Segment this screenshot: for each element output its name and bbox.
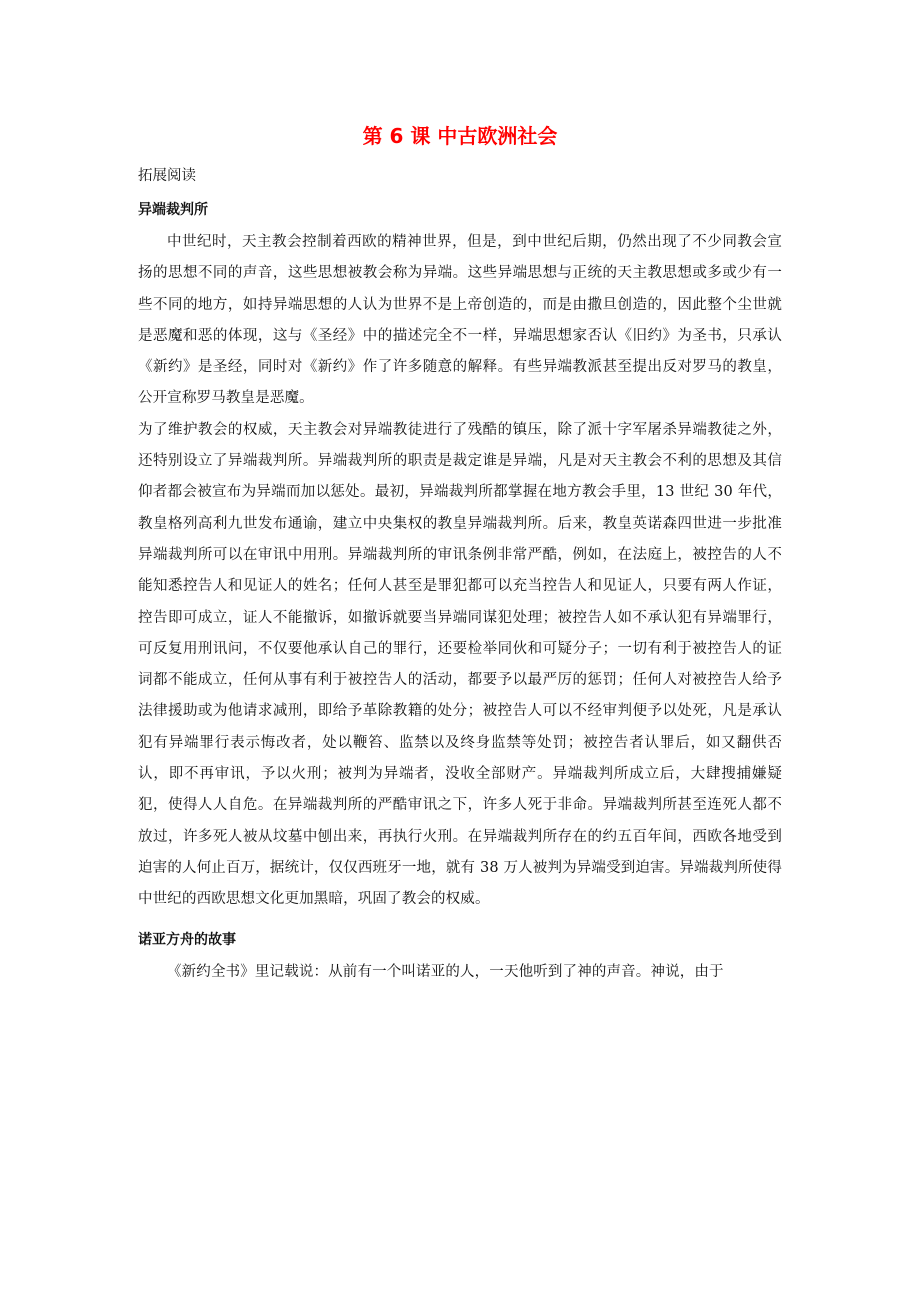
paragraph-heresy-intro: 中世纪时，天主教会控制着西欧的精神世界，但是，到中世纪后期，仍然出现了不少同教会宣扬的思想不同的声音，这些思想被教会称为异端。这些异端思想与正统的天主教思想或多或少有一些不同的地方，如持异端思想的人认为世界不是上帝创造的，而是由撒旦创造的，因此整个尘世就是恶魔和恶的体现，这与《圣经》中的描述完全不一样，异端思想家否认《旧约》为圣书，只承认《新约》是圣经，同时对《新约》作了许多随意的解释。有些异端教派甚至提出反对罗马的教皇，公开宣称罗马教皇是恶魔。: [138, 234, 782, 407]
section-heading-noahs-ark: 诺亚方舟的故事: [138, 931, 236, 948]
section-noahs-ark: [138, 930, 782, 988]
document-content: [138, 120, 782, 988]
document-subtitle: 拓展阅读: [138, 168, 196, 184]
paragraph-inquisition-details: 为了维护教会的权威，天主教会对异端教徒进行了残酷的镇压，除了派十字军屠杀异端教徒之外，还特别设立了异端裁判所。异端裁判所的职责是裁定谁是异端，凡是对天主教会不利的思想及其信仰者都会被宣布为异端而加以惩处。最初，异端裁判所都掌握在地方教会手里，13 世纪 30 年代，教皇格列高利九世发布通谕，建立中央集权的教皇异端裁判所。后来，教皇英诺森四世进一步批准异端裁判所可以在审讯中用刑。异端裁判所的审讯条例非常严酷，例如，在法庭上，被控告的人不能知悉控告人和见证人的姓名；任何人甚至是罪犯都可以充当控告人和见证人，只要有两人作证，控告即可成立，证人不能撤诉，如撤诉就要当异端同谋犯处理；被控告人如不承认犯有异端罪行，可反复用刑讯问，不仅要他承认自己的罪行，还要检举同伙和可疑分子；一切有利于被控告人的证词都不能成立，任何从事有利于被控告人的活动，都要予以最严厉的惩罚；任何人对被控告人给予法律援助或为他请求减刑，即给予革除教籍的处分；被控告人可以不经审判便予以处死，凡是承认犯有异端罪行表示悔改者，处以鞭笞、监禁以及终身监禁等处罚；被控告者认罪后，如又翻供否认，即不再审讯，予以火刑；被判为异端者，没收全部财产。异端裁判所成立后，大肆搜捕嫌疑犯，使得人人自危。在异端裁判所的严酷审讯之下，许多人死于非命。异端裁判所甚至连死人都不放过，许多死人被从坟墓中刨出来，再执行火刑。在异端裁判所存在的约五百年间，西欧各地受到迫害的人何止百万，据统计，仅仅西班牙一地，就有 38 万人被判为异端受到迫害。异端裁判所使得中世纪的西欧思想文化更加黑暗，巩固了教会的权威。: [138, 421, 782, 908]
document-title: 第 6 课 中古欧洲社会: [362, 124, 558, 148]
paragraph-noahs-ark-intro: 《新约全书》里记载说：从前有一个叫诺亚的人，一天他听到了神的声音。神说，由于: [167, 963, 724, 980]
section-heading-inquisition: 异端裁判所: [138, 202, 208, 218]
section-inquisition: [138, 200, 782, 916]
